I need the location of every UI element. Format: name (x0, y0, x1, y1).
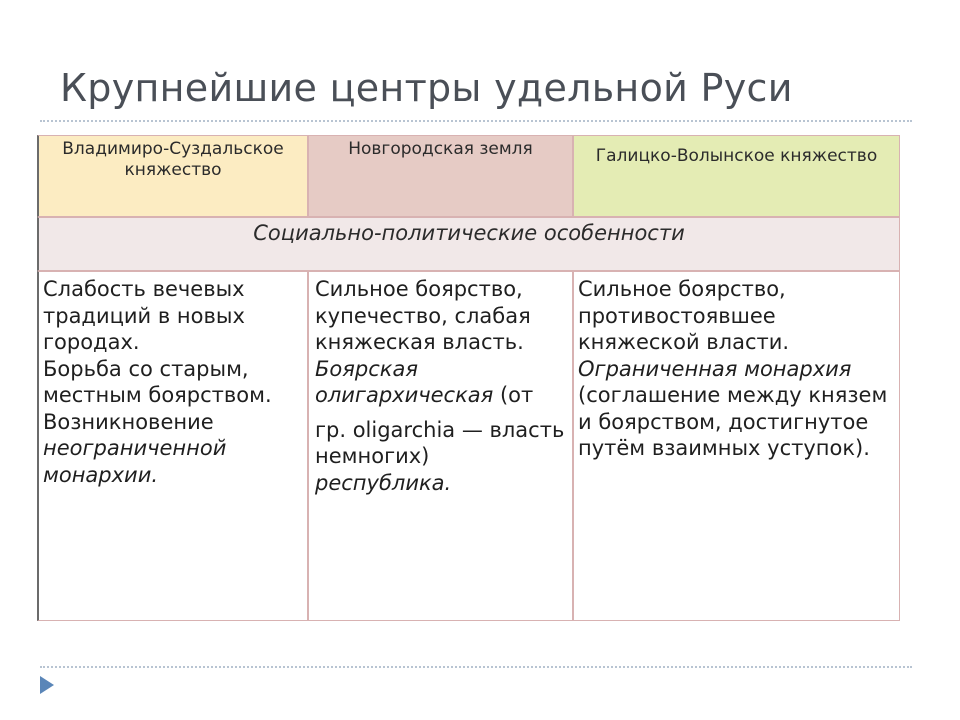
text-run-italic: неограниченной монархии. (43, 436, 227, 487)
text-line: Сильное боярство, купечество, слабая княжеская власть. (315, 277, 531, 354)
text-line: Борьба со старым, местным боярством. (43, 356, 272, 407)
text-line (578, 356, 895, 462)
text-run: Возникновение (43, 409, 214, 434)
text-run-italic: республика. (315, 470, 452, 495)
text-line (315, 356, 568, 409)
text-run-italic: Ограниченная монархия (578, 356, 852, 381)
slide-title: Крупнейшие центры удельной Руси (60, 66, 793, 110)
text-line (315, 470, 568, 497)
cell-galicia-volhynia (573, 271, 900, 621)
triangle-right-icon[interactable] (40, 676, 54, 694)
header-novgorod: Новгородская земля (308, 135, 573, 217)
text-run: (соглашение между князем и боярством, достигнутое путём взаимных уступок). (578, 383, 888, 460)
text-line (315, 417, 568, 470)
cell-novgorod (308, 271, 573, 621)
text-line (43, 409, 303, 489)
text-run: гр. oligarchia — власть немногих) (315, 417, 565, 468)
text-run-italic: Боярская олигархическая (315, 356, 494, 407)
text-run: (от (493, 383, 534, 407)
title-divider (40, 120, 912, 122)
cell-vladimir-suzdal (37, 271, 308, 621)
header-vladimir-suzdal: Владимиро-Суздальское княжество (37, 135, 308, 217)
subheader-social-political: Социально-политические особенности (37, 217, 900, 271)
text-line: Слабость вечевых традиций в новых городах. (43, 277, 245, 354)
footer-divider (40, 666, 912, 668)
text-line: Сильное боярство, противостоявшее княжеской власти. (578, 277, 790, 354)
header-galicia-volhynia: Галицко-Волынское княжество (573, 135, 900, 217)
